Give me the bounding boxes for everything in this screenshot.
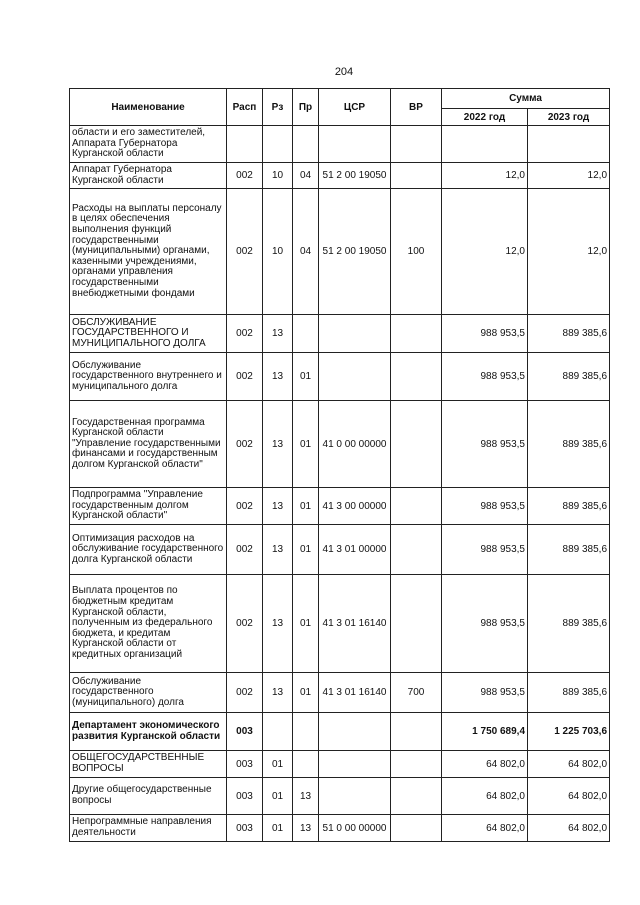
row-pr: 01 (293, 525, 319, 575)
row-vr (391, 126, 442, 163)
row-amount-2023: 12,0 (528, 163, 610, 189)
row-name: ОБЩЕГОСУДАРСТВЕННЫЕ ВОПРОСЫ (70, 751, 227, 778)
row-amount-2022: 12,0 (442, 189, 528, 315)
row-rasp: 002 (227, 189, 263, 315)
table-row (70, 189, 610, 315)
page-number: 204 (334, 66, 354, 78)
row-rz: 13 (263, 525, 293, 575)
row-amount-2023: 889 385,6 (528, 488, 610, 525)
row-amount-2022: 988 953,5 (442, 575, 528, 673)
row-name: Департамент экономического развития Курганской области (70, 713, 227, 751)
row-pr: 13 (293, 778, 319, 815)
row-csr (319, 751, 391, 778)
row-rasp: 002 (227, 488, 263, 525)
row-csr: 51 0 00 00000 (319, 815, 391, 842)
row-pr (293, 713, 319, 751)
row-vr (391, 315, 442, 353)
row-name: ОБСЛУЖИВАНИЕ ГОСУДАРСТВЕННОГО И МУНИЦИПАЛЬНОГО ДОЛГА (70, 315, 227, 353)
row-rz: 10 (263, 163, 293, 189)
row-csr: 41 3 01 16140 (319, 575, 391, 673)
row-vr: 700 (391, 673, 442, 713)
table-row (70, 673, 610, 713)
header-vr: ВР (391, 89, 442, 126)
row-amount-2023: 889 385,6 (528, 575, 610, 673)
row-pr: 04 (293, 163, 319, 189)
row-amount-2023: 64 802,0 (528, 778, 610, 815)
row-amount-2023: 12,0 (528, 189, 610, 315)
row-name: Расходы на выплаты персоналу в целях обеспечения выполнения функций государственными (муниципальными) органами, казенными учреждениями, органами управления государственными внебюджетными фондами (70, 189, 227, 315)
row-amount-2023: 64 802,0 (528, 751, 610, 778)
row-rz: 13 (263, 401, 293, 488)
header-sum: Сумма (442, 89, 610, 109)
table-row (70, 751, 610, 778)
table-row (70, 353, 610, 401)
row-amount-2023: 64 802,0 (528, 815, 610, 842)
row-name: Выплата процентов по бюджетным кредитам Курганской области, полученным из федерального бюджета, и кредитам Курганской области от кредитных организаций (70, 575, 227, 673)
row-name: Государственная программа Курганской области "Управление государственными финансами и государственным долгом Курганской области" (70, 401, 227, 488)
row-rz: 13 (263, 353, 293, 401)
row-pr: 01 (293, 488, 319, 525)
row-csr (319, 126, 391, 163)
row-csr (319, 315, 391, 353)
row-vr (391, 713, 442, 751)
table-row (70, 525, 610, 575)
row-pr: 01 (293, 353, 319, 401)
row-name: Аппарат Губернатора Курганской области (70, 163, 227, 189)
row-amount-2023: 889 385,6 (528, 401, 610, 488)
row-amount-2023 (528, 126, 610, 163)
row-amount-2022: 988 953,5 (442, 525, 528, 575)
row-amount-2022: 988 953,5 (442, 488, 528, 525)
row-rz: 13 (263, 488, 293, 525)
row-rz: 10 (263, 189, 293, 315)
row-vr (391, 163, 442, 189)
row-pr: 01 (293, 575, 319, 673)
row-vr (391, 353, 442, 401)
row-pr: 01 (293, 673, 319, 713)
row-name: Подпрограмма "Управление государственным долгом Курганской области" (70, 488, 227, 525)
table-row (70, 163, 610, 189)
row-name: Непрограммные направления деятельности (70, 815, 227, 842)
row-rasp: 002 (227, 163, 263, 189)
row-rasp: 003 (227, 751, 263, 778)
row-csr: 41 3 00 00000 (319, 488, 391, 525)
row-pr (293, 126, 319, 163)
row-vr (391, 778, 442, 815)
row-amount-2022: 12,0 (442, 163, 528, 189)
row-name: Другие общегосударственные вопросы (70, 778, 227, 815)
table-row (70, 713, 610, 751)
row-csr (319, 713, 391, 751)
row-vr (391, 525, 442, 575)
row-pr (293, 315, 319, 353)
row-amount-2022: 64 802,0 (442, 815, 528, 842)
row-vr (391, 401, 442, 488)
row-amount-2023: 1 225 703,6 (528, 713, 610, 751)
row-rz: 13 (263, 575, 293, 673)
row-rz: 13 (263, 315, 293, 353)
row-rasp: 003 (227, 778, 263, 815)
row-pr (293, 751, 319, 778)
row-vr (391, 488, 442, 525)
row-rasp: 002 (227, 353, 263, 401)
row-amount-2023: 889 385,6 (528, 673, 610, 713)
row-amount-2022: 64 802,0 (442, 778, 528, 815)
row-vr (391, 751, 442, 778)
row-rasp: 002 (227, 401, 263, 488)
row-rasp: 003 (227, 815, 263, 842)
table-row (70, 778, 610, 815)
row-rz: 01 (263, 815, 293, 842)
header-rz: Рз (263, 89, 293, 126)
row-amount-2022: 64 802,0 (442, 751, 528, 778)
row-rz (263, 713, 293, 751)
row-vr (391, 815, 442, 842)
row-rasp: 002 (227, 315, 263, 353)
header-year-2022: 2022 год (442, 109, 528, 126)
table-row (70, 401, 610, 488)
row-amount-2022: 1 750 689,4 (442, 713, 528, 751)
row-pr: 04 (293, 189, 319, 315)
table-row (70, 126, 610, 163)
header-year-2023: 2023 год (528, 109, 610, 126)
row-amount-2023: 889 385,6 (528, 525, 610, 575)
row-csr: 41 0 00 00000 (319, 401, 391, 488)
budget-table (69, 88, 610, 842)
row-rz: 01 (263, 751, 293, 778)
row-rasp: 002 (227, 525, 263, 575)
row-csr: 41 3 01 16140 (319, 673, 391, 713)
row-rz: 01 (263, 778, 293, 815)
header-rasp: Расп (227, 89, 263, 126)
row-pr: 13 (293, 815, 319, 842)
row-rasp (227, 126, 263, 163)
row-csr (319, 778, 391, 815)
row-amount-2023: 889 385,6 (528, 315, 610, 353)
row-rasp: 003 (227, 713, 263, 751)
row-amount-2022: 988 953,5 (442, 673, 528, 713)
row-vr: 100 (391, 189, 442, 315)
row-rz (263, 126, 293, 163)
row-amount-2022: 988 953,5 (442, 353, 528, 401)
row-csr: 41 3 01 00000 (319, 525, 391, 575)
row-amount-2022 (442, 126, 528, 163)
row-name: Оптимизация расходов на обслуживание государственного долга Курганской области (70, 525, 227, 575)
row-vr (391, 575, 442, 673)
table-row (70, 575, 610, 673)
row-amount-2023: 889 385,6 (528, 353, 610, 401)
row-name: Обслуживание государственного (муниципального) долга (70, 673, 227, 713)
table-row (70, 815, 610, 842)
row-name: Обслуживание государственного внутреннего и муниципального долга (70, 353, 227, 401)
row-csr (319, 353, 391, 401)
header-pr: Пр (293, 89, 319, 126)
row-csr: 51 2 00 19050 (319, 163, 391, 189)
row-rz: 13 (263, 673, 293, 713)
header-csr: ЦСР (319, 89, 391, 126)
row-rasp: 002 (227, 673, 263, 713)
row-name: области и его заместителей, Аппарата Губернатора Курганской области (70, 126, 227, 163)
row-amount-2022: 988 953,5 (442, 401, 528, 488)
header-name: Наименование (70, 89, 227, 126)
row-rasp: 002 (227, 575, 263, 673)
row-amount-2022: 988 953,5 (442, 315, 528, 353)
row-pr: 01 (293, 401, 319, 488)
table-row (70, 315, 610, 353)
row-csr: 51 2 00 19050 (319, 189, 391, 315)
table-row (70, 488, 610, 525)
